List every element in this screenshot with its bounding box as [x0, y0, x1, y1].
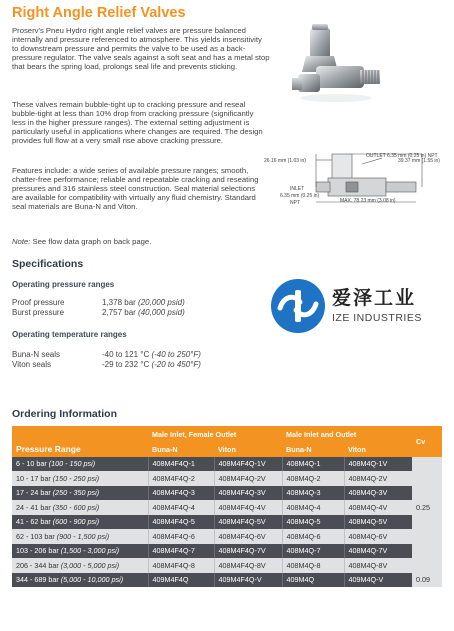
part-cell: 408M4F4Q-6 [148, 529, 214, 544]
spec-value: -29 to 232 °C [102, 360, 150, 369]
inlet-npt: NPT [290, 200, 300, 206]
part-cell: 408M4F4Q-1V [214, 457, 282, 472]
part-cell: 408M4F4Q-8 [148, 558, 214, 573]
spec-value: -40 to 121 °C [102, 350, 150, 359]
part-cell: 408M4Q-3 [282, 486, 344, 501]
part-cell: 408M4Q-1V [344, 457, 412, 472]
spec-alt: (40,000 psid) [138, 308, 185, 317]
part-cell: 408M4Q-4V [344, 500, 412, 515]
cv-cell [412, 544, 442, 559]
table-row [12, 486, 442, 501]
part-cell: 408M4F4Q-1 [148, 457, 214, 472]
part-cell: 408M4Q-6 [282, 529, 344, 544]
part-cell: 408M4Q-8V [344, 558, 412, 573]
dim-right: 39.37 mm (1.55 in) [398, 158, 440, 164]
pressure-range-cell: 6 - 10 bar (100 - 150 psi) [12, 457, 148, 472]
ordering-heading: Ordering Information [12, 408, 117, 420]
part-cell: 408M4Q-5 [282, 515, 344, 530]
part-cell: 408M4F4Q-2 [148, 471, 214, 486]
note-text: See flow data graph on back page. [30, 237, 152, 246]
part-cell: 408M4F4Q-5V [214, 515, 282, 530]
table-row [12, 471, 442, 486]
max-length: MAX. 78.23 mm (3.08 in) [340, 198, 396, 204]
cv-cell [412, 515, 442, 530]
viton-temp-row [12, 360, 201, 369]
inlet-size: 6.35 mm (0.25 in) [280, 193, 320, 199]
group2-header: Male Inlet and Outlet [282, 426, 412, 442]
cv-header: Cv [412, 426, 442, 457]
part-cell: 408M4Q-1 [282, 457, 344, 472]
cv-cell [412, 529, 442, 544]
table-row [12, 500, 442, 515]
part-cell: 408M4F4Q-4 [148, 500, 214, 515]
intro-paragraph: Proserv's Pneu Hydro right angle relief valves are pressure balanced internally and pressure referenced to atmosphere. This yields insensitivity to downstream pressure and permits the valve to be used as a back-pressure regulator. The valve seals against a soft seat and has a metal stop that bears the spring load, prolongs seal life and prevents sticking. [12, 26, 270, 71]
spec-value: 2,757 bar [102, 308, 136, 317]
cv-cell [412, 486, 442, 501]
part-cell: 408M4F4Q-6V [214, 529, 282, 544]
part-cell: 408M4F4Q-2V [214, 471, 282, 486]
ize-logo-icon [270, 278, 326, 334]
part-cell: 408M4F4Q-3 [148, 486, 214, 501]
part-cell: 408M4F4Q-3V [214, 486, 282, 501]
operating-pressure-heading: Operating pressure ranges [12, 280, 115, 289]
part-cell: 408M4Q-7 [282, 544, 344, 559]
bubble-tight-paragraph: These valves remain bubble-tight up to cracking pressure and reseal bubble-tight at less than 10% drop from cracking pressure (significantly less in the higher pressure ranges). The external setting adjustment is particularly useful in applications where changes are required. The design provides full flow at a very small rise above cracking pressure. [12, 100, 263, 145]
pressure-range-label: Pressure Range [12, 442, 148, 457]
part-cell: 408M4Q-5V [344, 515, 412, 530]
table-row [12, 544, 442, 559]
part-cell: 408M4Q-8 [282, 558, 344, 573]
valve-photo [288, 22, 386, 106]
proof-pressure-row [12, 298, 185, 307]
table-row [12, 558, 442, 573]
pressure-range-cell: 41 - 62 bar (600 - 900 psi) [12, 515, 148, 530]
note-label: Note: [12, 237, 31, 246]
part-cell: 408M4F4Q-4V [214, 500, 282, 515]
part-cell: 408M4F4Q-7V [214, 544, 282, 559]
table-row [12, 573, 442, 588]
pressure-range-cell: 17 - 24 bar (250 - 350 psi) [12, 486, 148, 501]
pressure-range-cell: 10 - 17 bar (150 - 250 psi) [12, 471, 148, 486]
ordering-table [12, 426, 442, 587]
specifications-heading: Specifications [12, 258, 84, 270]
part-cell: 408M4Q-7V [344, 544, 412, 559]
logo-chinese-text: 爱泽工业 [332, 287, 417, 309]
buna-temp-row [12, 350, 201, 359]
pressure-range-cell: 103 - 206 bar (1,500 - 3,000 psi) [12, 544, 148, 559]
part-cell: 408M4F4Q-7 [148, 544, 214, 559]
part-cell: 408M4Q-3V [344, 486, 412, 501]
spec-label: Buna-N seals [12, 350, 61, 359]
part-cell: 409M4F4Q-V [214, 573, 282, 588]
cv-cell [412, 457, 442, 472]
spec-label: Proof pressure [12, 298, 65, 307]
part-cell: 408M4Q-4 [282, 500, 344, 515]
pressure-range-cell: 24 - 41 bar (350 - 600 psi) [12, 500, 148, 515]
table-row [12, 457, 442, 472]
part-cell: 408M4Q-2 [282, 471, 344, 486]
pressure-range-cell: 206 - 344 bar (3,000 - 5,000 psi) [12, 558, 148, 573]
pressure-range-cell: 62 - 103 bar (900 - 1,500 psi) [12, 529, 148, 544]
group1-header: Male Inlet, Female Outlet [148, 426, 282, 442]
features-paragraph: Features include: a wide series of available pressure ranges; smooth, chatter-free performance; reliable and repeatable cracking and reseating pressures and 316 stainless steel construction. Seal material selections are available for compatibility with virtually any fluid chemistry. Standard seal materials are Buna-N and Viton. [12, 166, 259, 211]
spec-label: Viton seals [12, 360, 51, 369]
burst-pressure-row [12, 308, 185, 317]
part-cell: 409M4F4Q [148, 573, 214, 588]
cv-cell [412, 471, 442, 486]
spec-value: 1,378 bar [102, 298, 136, 307]
pressure-range-cell: 344 - 689 bar (5,000 - 10,000 psi) [12, 573, 148, 588]
spec-alt: (20,000 psid) [138, 298, 185, 307]
inlet-label: INLET [290, 186, 305, 192]
cv-value: 0.09 [412, 573, 442, 588]
flow-note [12, 237, 151, 246]
buna-header: Buna-N [148, 442, 214, 457]
page-title: Right Angle Relief Valves [12, 5, 186, 21]
part-cell: 408M4Q-6V [344, 529, 412, 544]
spec-alt: (-20 to 450°F) [151, 360, 201, 369]
logo-english-text: IZE INDUSTRIES [332, 312, 422, 324]
part-cell: 408M4F4Q-8V [214, 558, 282, 573]
cv-cell [412, 558, 442, 573]
cv-value: 0.25 [412, 500, 442, 515]
dim-left: 26.16 mm (1.03 in) [264, 158, 306, 164]
part-cell: 409M4Q-V [344, 573, 412, 588]
operating-temperature-heading: Operating temperature ranges [12, 330, 127, 339]
table-row [12, 515, 442, 530]
outlet-label: OUTLET 6.35 mm (0.25 in) NPT [366, 153, 438, 159]
table-row [12, 529, 442, 544]
viton-header: Viton [344, 442, 412, 457]
part-cell: 408M4F4Q-5 [148, 515, 214, 530]
part-cell: 408M4Q-2V [344, 471, 412, 486]
buna-header: Buna-N [282, 442, 344, 457]
pressure-range-header [12, 426, 148, 442]
part-cell: 409M4Q [282, 573, 344, 588]
viton-header: Viton [214, 442, 282, 457]
spec-label: Burst pressure [12, 308, 65, 317]
spec-alt: (-40 to 250°F) [151, 350, 201, 359]
